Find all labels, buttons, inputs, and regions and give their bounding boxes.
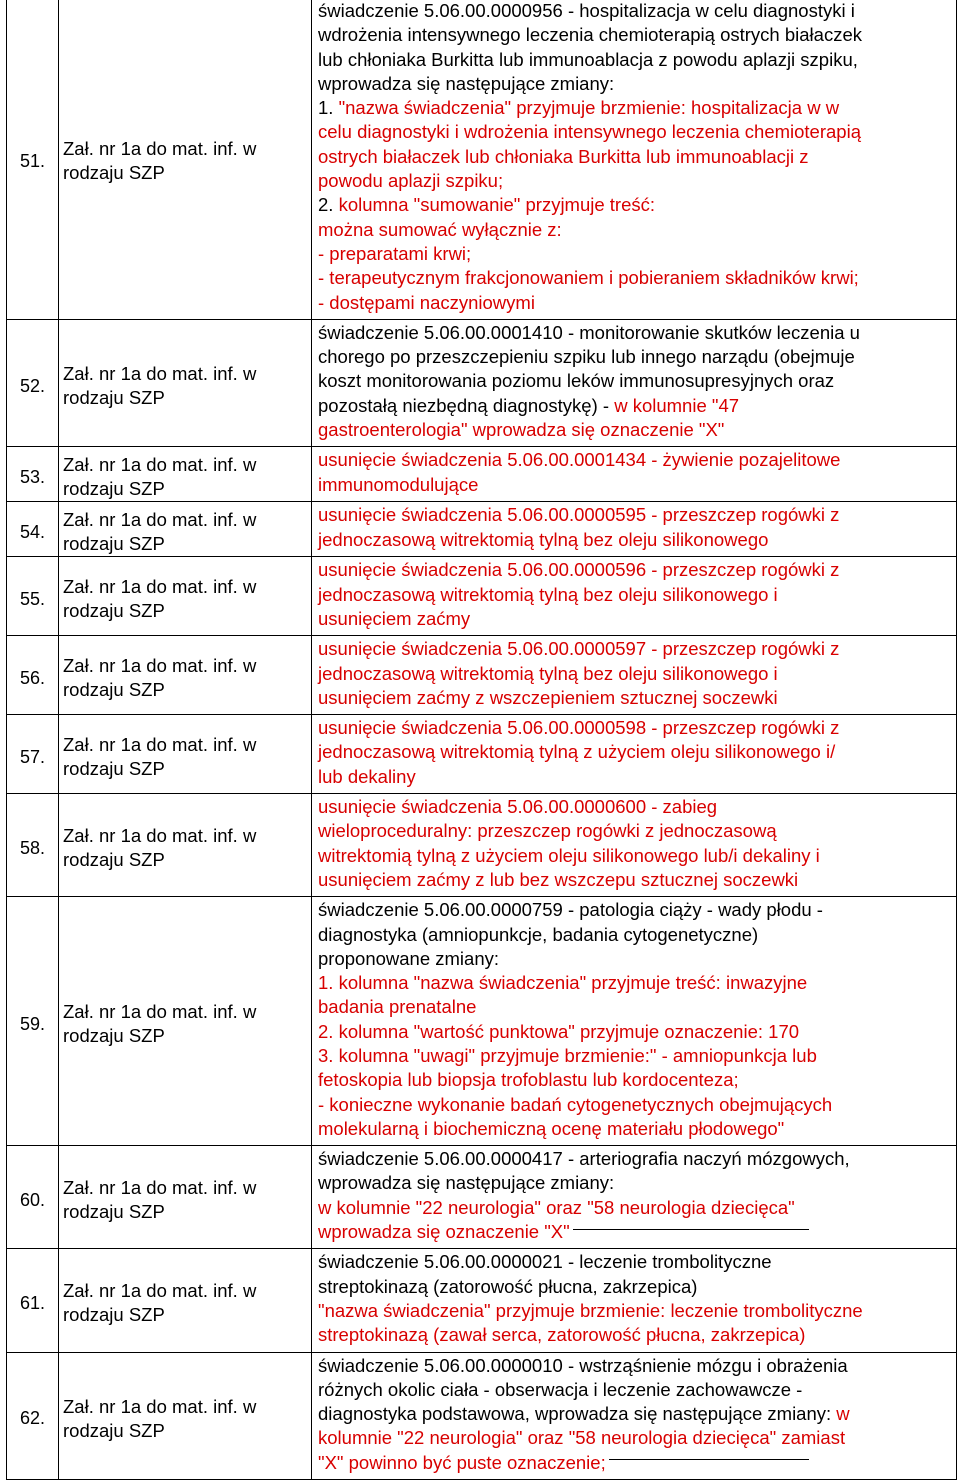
description-line: [318, 193, 952, 217]
changed-text: w: [836, 1403, 850, 1425]
row-number: 52.: [7, 319, 59, 446]
changed-text: kolumna "sumowanie" przyjmuje treść:: [338, 194, 656, 216]
changed-text: kolumnie "22 neurologia" oraz "58 neurologia dziecięca" zamiast: [318, 1427, 846, 1449]
description-line: [318, 1299, 952, 1323]
description-line: [318, 1323, 952, 1347]
original-text: chorego po przeszczepieniu szpiku lub innego narządu (obejmuje: [318, 346, 855, 368]
changed-text: można sumować wyłącznie z:: [318, 218, 562, 240]
description-line: [318, 1171, 952, 1195]
description-line: [318, 1250, 952, 1274]
changed-text: celu diagnostyki i wdrożenia intensywnego leczenia chemioterapią: [318, 121, 861, 143]
description-line: [318, 716, 952, 740]
change-description: [312, 1249, 957, 1352]
description-line: [318, 637, 952, 661]
changed-text: w kolumnie "47: [614, 394, 740, 416]
changed-text: wieloproceduralny: przeszczep rogówki z jednoczasową: [318, 820, 777, 842]
changed-text: immunomodulujące: [318, 473, 479, 495]
table-row: [7, 502, 957, 557]
description-line: [318, 503, 952, 527]
description-line: [318, 686, 952, 710]
attachment-reference: Zał. nr 1a do mat. inf. w rodzaju SZP: [59, 636, 312, 715]
original-text: proponowane zmiany:: [318, 947, 499, 969]
table-row: [7, 1146, 957, 1249]
original-text: świadczenie 5.06.00.0000417 - arteriografia naczyń mózgowych,: [318, 1148, 850, 1170]
change-description: [312, 794, 957, 897]
description-line: [318, 345, 952, 369]
row-number: 54.: [7, 502, 59, 557]
description-line: [318, 1220, 952, 1244]
original-text: koszt monitorowania poziomu leków immunosupresyjnych oraz: [318, 370, 835, 392]
changed-text: usunięcie świadczenia 5.06.00.0000595 - przeszczep rogówki z: [318, 504, 840, 526]
table-row: [7, 794, 957, 897]
changes-table-body: [7, 0, 957, 1480]
row-number: 57.: [7, 715, 59, 794]
table-row: [7, 1249, 957, 1352]
table-row: [7, 557, 957, 636]
changed-text: - preparatami krwi;: [318, 242, 472, 264]
changed-text: witrektomią tylną z użyciem oleju silikonowego lub/i dekaliny i: [318, 844, 820, 866]
changed-text: 1. kolumna "nazwa świadczenia" przyjmuje treść: inwazyjne: [318, 972, 808, 994]
changed-text: wprowadza się oznaczenie "X": [318, 1221, 570, 1243]
original-text: pozostałą niezbędną diagnostykę) -: [318, 394, 615, 416]
original-text: świadczenie 5.06.00.0001410 - monitorowanie skutków leczenia u: [318, 321, 860, 343]
changed-text: usunięcie świadczenia 5.06.00.0000596 - przeszczep rogówki z: [318, 559, 840, 581]
description-line: [318, 1117, 952, 1141]
description-line: [318, 844, 952, 868]
changed-text: jednoczasową witrektomią tylną z użyciem oleju silikonowego i/: [318, 741, 836, 763]
original-text: lub chłoniaka Burkitta lub immunoablacja z powodu aplazji szpiku,: [318, 48, 858, 70]
description-line: [318, 448, 952, 472]
row-number: 56.: [7, 636, 59, 715]
original-text: diagnostyka (amniopunkcje, badania cytogenetyczne): [318, 923, 759, 945]
description-line: [318, 607, 952, 631]
changed-text: 3. kolumna "uwagi" przyjmuje brzmienie:" - amniopunkcja lub: [318, 1044, 817, 1066]
description-line: [318, 120, 952, 144]
original-text: wdrożenia intensywnego leczenia chemioterapią ostrych białaczek: [318, 24, 862, 46]
attachment-reference: Zał. nr 1a do mat. inf. w rodzaju SZP: [59, 1146, 312, 1249]
row-number: 62.: [7, 1352, 59, 1479]
changed-text: "nazwa świadczenia" przyjmuje brzmienie: hospitalizacja w w: [338, 97, 840, 119]
description-line: [318, 394, 952, 418]
description-line: [318, 321, 952, 345]
changed-text: "X" powinno być puste oznaczenie;: [318, 1451, 606, 1473]
description-line: [318, 169, 952, 193]
changed-text: usunięcie świadczenia 5.06.00.0001434 - żywienie pozajelitowe: [318, 449, 841, 471]
changed-text: usunięciem zaćmy z lub bez wszczepu sztucznej soczewki: [318, 868, 799, 890]
description-line: [318, 1068, 952, 1092]
changed-text: jednoczasową witrektomią tylną bez oleju silikonowego i: [318, 583, 778, 605]
changed-text: usunięcie świadczenia 5.06.00.0000600 - zabieg: [318, 796, 718, 818]
description-line: [318, 418, 952, 442]
description-line: [318, 898, 952, 922]
table-row: [7, 1352, 957, 1479]
table-row: [7, 715, 957, 794]
table-row: [7, 0, 957, 319]
attachment-reference: Zał. nr 1a do mat. inf. w rodzaju SZP: [59, 715, 312, 794]
description-line: [318, 947, 952, 971]
changed-text: jednoczasową witrektomią tylną bez oleju silikonowego i: [318, 662, 778, 684]
original-text: świadczenie 5.06.00.0000021 - leczenie trombolityczne: [318, 1251, 772, 1273]
attachment-reference: Zał. nr 1a do mat. inf. w rodzaju SZP: [59, 794, 312, 897]
underline-rule: [573, 1229, 809, 1230]
changed-text: - dostępami naczyniowymi: [318, 291, 535, 313]
changed-text: usunięciem zaćmy z wszczepieniem sztucznej soczewki: [318, 686, 778, 708]
description-line: [318, 995, 952, 1019]
original-text: 1.: [318, 97, 339, 119]
table-row: [7, 447, 957, 502]
changed-text: usunięcie świadczenia 5.06.00.0000598 - przeszczep rogówki z: [318, 717, 840, 739]
description-line: [318, 266, 952, 290]
description-line: [318, 72, 952, 96]
changed-text: gastroenterologia" wprowadza się oznaczenie "X": [318, 419, 725, 441]
changed-text: streptokinazą (zawał serca, zatorowość płucna, zakrzepica): [318, 1324, 806, 1346]
change-description: [312, 1352, 957, 1479]
changed-text: usunięcie świadczenia 5.06.00.0000597 - przeszczep rogówki z: [318, 638, 840, 660]
original-text: różnych okolic ciała - obserwacja i leczenie zachowawcze -: [318, 1378, 803, 1400]
description-line: [318, 971, 952, 995]
attachment-reference: Zał. nr 1a do mat. inf. w rodzaju SZP: [59, 1352, 312, 1479]
description-line: [318, 145, 952, 169]
change-description: [312, 636, 957, 715]
description-line: [318, 369, 952, 393]
description-line: [318, 1426, 952, 1450]
attachment-reference: Zał. nr 1a do mat. inf. w rodzaju SZP: [59, 319, 312, 446]
original-text: świadczenie 5.06.00.0000956 - hospitalizacja w celu diagnostyki i: [318, 0, 855, 21]
description-line: [318, 242, 952, 266]
changed-text: badania prenatalne: [318, 996, 477, 1018]
changed-text: "nazwa świadczenia" przyjmuje brzmienie: leczenie trombolityczne: [318, 1299, 863, 1321]
changed-text: - konieczne wykonanie badań cytogenetycznych obejmujących: [318, 1093, 833, 1115]
description-line: [318, 1020, 952, 1044]
change-description: [312, 319, 957, 446]
attachment-reference: Zał. nr 1a do mat. inf. w rodzaju SZP: [59, 0, 312, 319]
description-line: [318, 48, 952, 72]
change-description: [312, 0, 957, 319]
description-line: [318, 1093, 952, 1117]
table-row: [7, 319, 957, 446]
description-line: [318, 583, 952, 607]
attachment-reference: Zał. nr 1a do mat. inf. w rodzaju SZP: [59, 897, 312, 1146]
changed-text: ostrych białaczek lub chłoniaka Burkitta lub immunoablacji z: [318, 145, 809, 167]
description-line: [318, 1378, 952, 1402]
description-line: [318, 765, 952, 789]
description-line: [318, 291, 952, 315]
change-description: [312, 897, 957, 1146]
attachment-reference: Zał. nr 1a do mat. inf. w rodzaju SZP: [59, 557, 312, 636]
row-number: 61.: [7, 1249, 59, 1352]
changed-text: usunięciem zaćmy: [318, 607, 471, 629]
row-number: 53.: [7, 447, 59, 502]
change-description: [312, 715, 957, 794]
description-line: [318, 218, 952, 242]
description-line: [318, 1147, 952, 1171]
description-line: [318, 662, 952, 686]
description-line: [318, 558, 952, 582]
changes-table: [6, 0, 957, 1480]
change-description: [312, 557, 957, 636]
row-number: 59.: [7, 897, 59, 1146]
description-line: [318, 1275, 952, 1299]
row-number: 51.: [7, 0, 59, 319]
original-text: świadczenie 5.06.00.0000759 - patologia ciąży - wady płodu -: [318, 899, 823, 921]
original-text: diagnostyka podstawowa, wprowadza się następujące zmiany:: [318, 1403, 837, 1425]
description-line: [318, 795, 952, 819]
change-description: [312, 502, 957, 557]
attachment-reference: Zał. nr 1a do mat. inf. w rodzaju SZP: [59, 1249, 312, 1352]
changed-text: - terapeutycznym frakcjonowaniem i pobieraniem składników krwi;: [318, 267, 859, 289]
description-line: [318, 96, 952, 120]
attachment-reference: Zał. nr 1a do mat. inf. w rodzaju SZP: [59, 447, 312, 502]
changed-text: molekularną i biochemiczną ocenę materiału płodowego": [318, 1117, 785, 1139]
changed-text: w kolumnie "22 neurologia" oraz "58 neurologia dziecięca": [318, 1196, 795, 1218]
description-line: [318, 868, 952, 892]
description-line: [318, 528, 952, 552]
change-description: [312, 447, 957, 502]
description-line: [318, 1044, 952, 1068]
description-line: [318, 819, 952, 843]
original-text: świadczenie 5.06.00.0000010 - wstrząśnienie mózgu i obrażenia: [318, 1354, 848, 1376]
change-description: [312, 1146, 957, 1249]
original-text: wprowadza się następujące zmiany:: [318, 1172, 615, 1194]
original-text: 2.: [318, 194, 339, 216]
description-line: [318, 23, 952, 47]
changed-text: powodu aplazji szpiku;: [318, 170, 504, 192]
description-line: [318, 740, 952, 764]
attachment-reference: Zał. nr 1a do mat. inf. w rodzaju SZP: [59, 502, 312, 557]
description-line: [318, 1451, 952, 1475]
description-line: [318, 1402, 952, 1426]
original-text: streptokinazą (zatorowość płucna, zakrzepica): [318, 1275, 698, 1297]
row-number: 60.: [7, 1146, 59, 1249]
description-line: [318, 0, 952, 23]
description-line: [318, 1196, 952, 1220]
row-number: 55.: [7, 557, 59, 636]
changed-text: fetoskopia lub biopsja trofoblastu lub kordocenteza;: [318, 1069, 739, 1091]
underline-rule: [609, 1459, 809, 1460]
original-text: wprowadza się następujące zmiany:: [318, 72, 615, 94]
changed-text: 2. kolumna "wartość punktowa" przyjmuje oznaczenie: 170: [318, 1020, 800, 1042]
table-row: [7, 897, 957, 1146]
changed-text: lub dekaliny: [318, 765, 416, 787]
description-line: [318, 923, 952, 947]
table-row: [7, 636, 957, 715]
changed-text: jednoczasową witrektomią tylną bez oleju silikonowego: [318, 528, 769, 550]
description-line: [318, 1354, 952, 1378]
description-line: [318, 473, 952, 497]
row-number: 58.: [7, 794, 59, 897]
